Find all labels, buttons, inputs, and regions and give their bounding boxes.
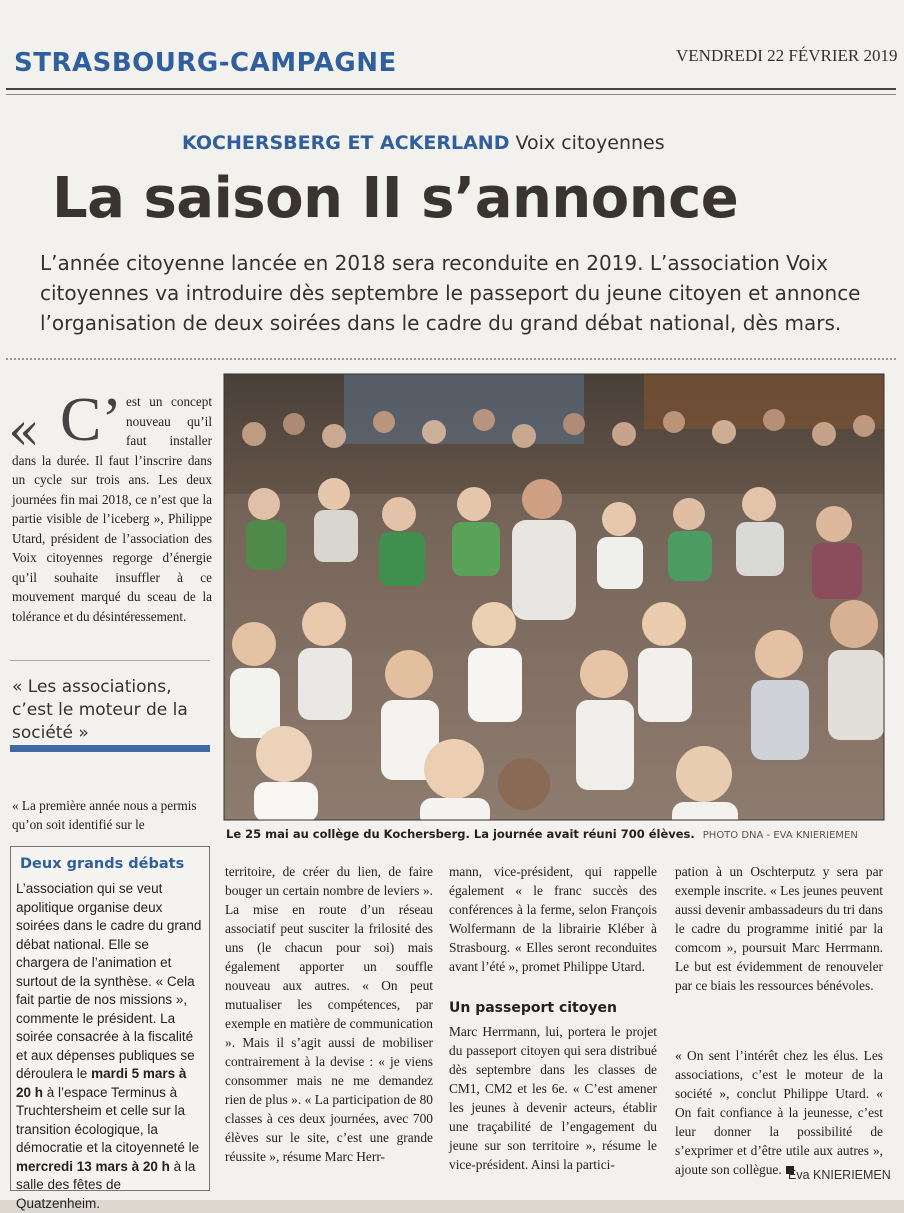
- pull-quote: « Les associations, c’est le moteur de la société »: [12, 677, 188, 743]
- lead-text: est un concept nouveau qu’il faut installer dans la durée. Il faut l’inscrire dans un cycle sur trois ans. Les deux journées fin mai 2018, ce n’est que la partie visible de l’iceberg », Philippe Utard, président de l’association des Voix citoyennes regorge d’énergie qu’il souhaite insuffler à ce mouvement marqué du sceau de la tolérance et du désintéressement.: [12, 394, 212, 624]
- column-2: territoire, de créer du lien, de faire bouger un certain nombre de leviers ». La mise en route d’un réseau associatif peut susciter la frilosité des uns (le chacun pour soi) mais également apporter un souffle nouveau aux autres. « On peut mutualiser les compétences, par exemple en matière de communication ». Mais il s’agit aussi de mobiliser contrairement à la devise : « je viens consommer mais ne me demandez rien de plus ». « La participation de 80 classes à ces deux journées, avec 700 élèves sur le site, c’est une grande réussite », résume Marc Herr-: [225, 864, 433, 1164]
- box-text-a: L’association qui se veut apolitique organise deux soirées dans le cadre du grand débat national. Elle se chargera de l’animation et surtout de la synthèse. « Cela fait partie de nos missions », commente le président. La soirée consacrée à la fiscalité et aux dépenses publiques se déroulera le: [16, 881, 202, 1081]
- kicker-place: KOCHERSBERG ET ACKERLAND: [182, 132, 510, 154]
- article-photo: [224, 374, 884, 820]
- headline: La saison II s’annonce: [52, 166, 739, 231]
- box-title: Deux grands débats: [20, 856, 185, 872]
- dotted-divider: [6, 358, 896, 360]
- header-rule-thin: [6, 94, 896, 95]
- pull-quote-rule-top: [10, 660, 210, 661]
- section-title: STRASBOURG-CAMPAGNE: [14, 48, 397, 78]
- box-text-b: à l’espace Terminus à Truchtersheim et celle sur la transition écologique, la démocratie et la citoyenneté le: [16, 1084, 200, 1155]
- chapeau: L’année citoyenne lancée en 2018 sera reconduite en 2019. L’association Voix citoyennes va introduire dès septembre le passeport du jeune citoyen et annonce l’organisation de deux soirées dans le cadre du grand débat national, dès mars.: [40, 251, 861, 335]
- column-3: mann, vice-président, qui rappelle également « le franc succès des conférences à la ferme, selon François Wolfermann de la librairie Kléber à Strasbourg. « Elles seront reconduites avant l’été », promet Philippe Utard.: [449, 864, 657, 974]
- col1-text: « La première année nous a permis qu’on soit identifié sur le: [12, 798, 197, 832]
- column-4-closing: « On sent l’intérêt chez les élus. Les associations, c’est le moteur de la société », conclut Philippe Utard. « On fait confiance à la jeunesse, c’est leur donner la possibilité de s’exprimer et d’être utile aux autres », ajoute son collègue.: [675, 1048, 883, 1177]
- lead-paragraph: [12, 386, 212, 626]
- box-date-2: mercredi 13 mars à 20 h: [16, 1158, 170, 1174]
- kicker: [182, 132, 665, 154]
- opening-quote-mark: «: [8, 402, 40, 462]
- header-rule: [6, 88, 896, 90]
- drop-cap: C’: [60, 386, 122, 454]
- caption-text: Le 25 mai au collège du Kochersberg. La journée avait réuni 700 élèves.: [226, 827, 695, 841]
- column-4: pation à un Oschterputz y sera par exemple inscrite. « Les jeunes peuvent aussi devenir ambassadeurs du tri dans le cadre du programme initié par la comcom », poursuit Marc Herrmann. Le but est évidemment de renouveler par ce biais les ressources bénévoles.: [675, 864, 883, 993]
- photo-credit: PHOTO DNA - EVA KNIERIEMEN: [702, 830, 858, 841]
- issue-date: VENDREDI 22 FÉVRIER 2019: [676, 46, 898, 65]
- box-text: [16, 880, 204, 1213]
- box-text-c: à la salle des fêtes de Quatzenheim.: [16, 1158, 196, 1211]
- photo-caption: [226, 827, 858, 841]
- kicker-topic: Voix citoyennes: [515, 132, 665, 154]
- author-signature: Eva KNIERIEMEN: [788, 1168, 891, 1182]
- column-3-part-2: Marc Herrmann, lui, portera le projet du passeport citoyen qui sera distribué dès septembre dans les classes de CM1, CM2 et les 6e. « C’est amener les jeunes à devenir acteurs, établir une traçabilité de l’engagement du jeune sur son territoire », résume le vice-président. Ainsi la partici-: [449, 1024, 657, 1172]
- subhead: Un passeport citoyen: [449, 1000, 617, 1016]
- box-date-1: mardi 5 mars à 20 h: [16, 1066, 187, 1100]
- pull-quote-rule-bottom: [10, 745, 210, 752]
- column-4-part-2: [675, 1046, 883, 1179]
